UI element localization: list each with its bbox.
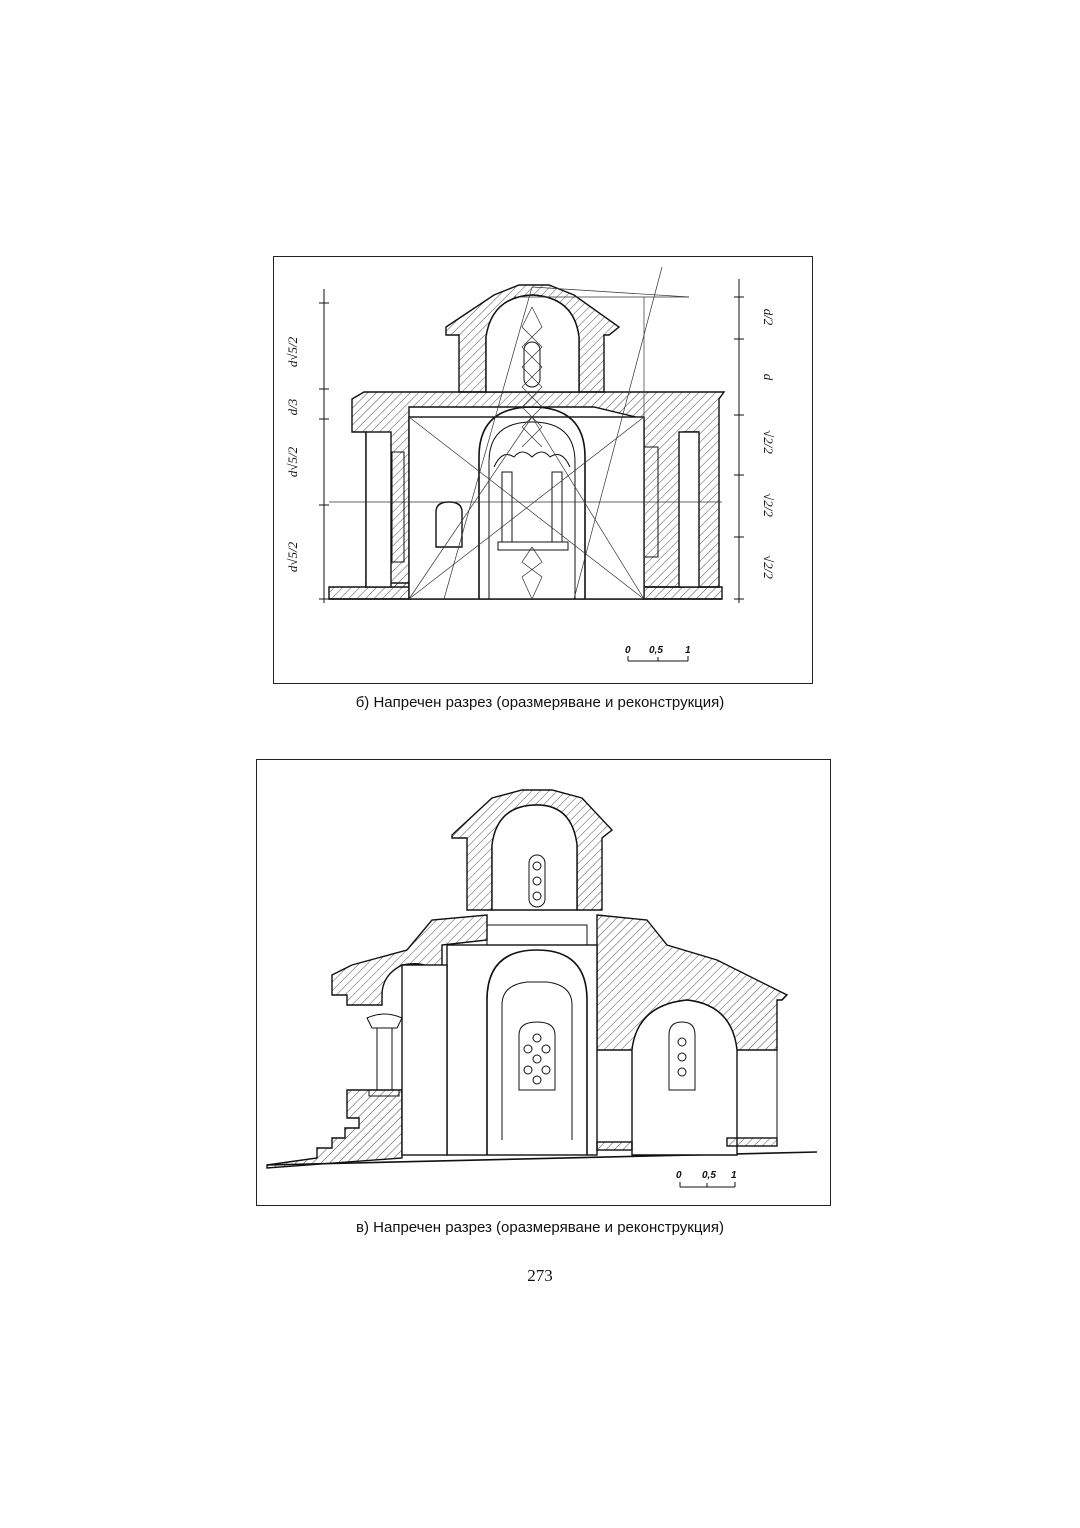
porch-column	[377, 1028, 392, 1090]
dim-left-4: d√5/2	[285, 541, 300, 573]
page-number: 273	[527, 1266, 553, 1285]
svg-text:1: 1	[685, 645, 691, 656]
svg-text:0,5: 0,5	[649, 645, 663, 656]
dim-left-1: d√5/2	[285, 336, 300, 368]
dim-right-5: √2/2	[761, 555, 776, 579]
svg-text:1: 1	[731, 1170, 737, 1181]
scale-bar-b	[625, 645, 691, 661]
scale-bar-v	[676, 1170, 737, 1187]
figure-section-b	[273, 256, 813, 684]
dim-right-4: √2/2	[761, 493, 776, 517]
central-bay	[447, 945, 597, 1155]
figure-caption-b: б) Напречен разрез (оразмеряване и реконструкция)	[355, 694, 725, 711]
svg-text:0: 0	[676, 1170, 682, 1181]
dim-right-2: d	[761, 373, 776, 381]
dim-left-3: d√5/2	[285, 446, 300, 478]
cross-section-drawing-v	[257, 760, 830, 1205]
dim-right-3: √2/2	[761, 430, 776, 454]
cross-section-drawing-b	[274, 257, 812, 683]
figure-caption-v: в) Напречен разрез (оразмеряване и реконструкция)	[356, 1219, 724, 1236]
dim-left-2: d/3	[285, 398, 300, 416]
stair-base	[267, 1090, 402, 1168]
ground-right	[644, 587, 722, 599]
dim-right-1: d/2	[761, 308, 776, 326]
figure-section-v	[256, 759, 831, 1206]
svg-text:0,5: 0,5	[702, 1170, 716, 1181]
svg-text:0: 0	[625, 645, 631, 656]
right-bay	[632, 1000, 737, 1155]
